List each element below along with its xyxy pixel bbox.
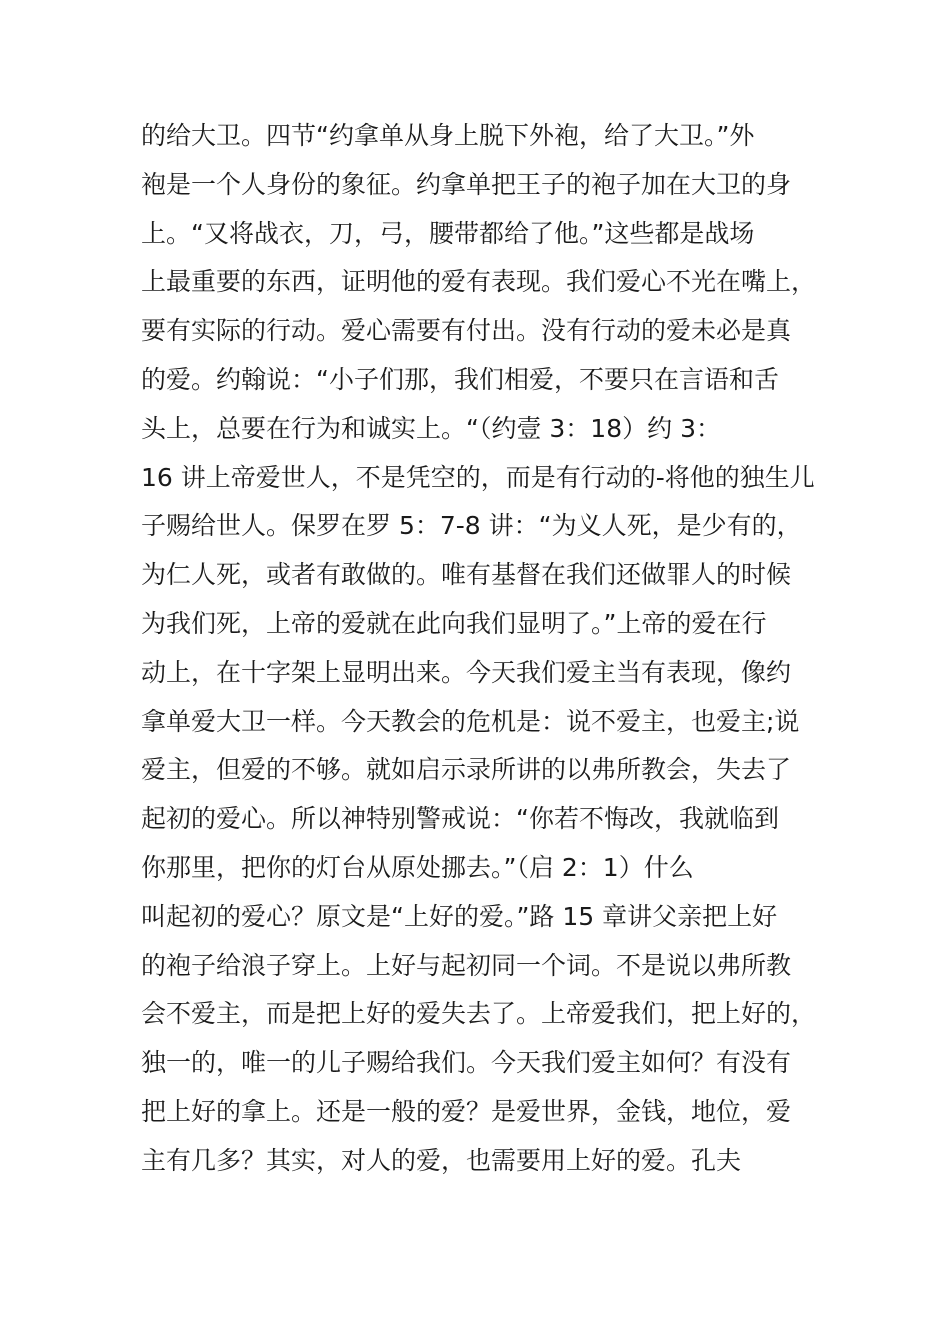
text-line: 头上，总要在行为和诚实上。“（约壹 3：18）约 3： — [141, 413, 721, 443]
text-line: 子赐给世人。保罗在罗 5：7-8 讲：“为义人死，是少有的， — [141, 511, 802, 541]
text-line: 为我们死，上帝的爱就在此向我们显明了。”上帝的爱在行 — [141, 608, 767, 638]
text-line: 16 讲上帝爱世人，不是凭空的，而是有行动的-将他的独生儿 — [141, 462, 815, 492]
text-line: 会不爱主，而是把上好的爱失去了。上帝爱我们，把上好的， — [141, 999, 817, 1029]
text-line: 独一的，唯一的儿子赐给我们。今天我们爱主如何？有没有 — [141, 1048, 792, 1078]
text-line: 主有几多？其实，对人的爱，也需要用上好的爱。孔夫 — [141, 1145, 742, 1175]
text-line: 的袍子给浪子穿上。上好与起初同一个词。不是说以弗所教 — [141, 950, 792, 980]
text-line: 要有实际的行动。爱心需要有付出。没有行动的爱未必是真 — [141, 316, 792, 346]
text-line: 起初的爱心。所以神特别警戒说：“你若不悔改，我就临到 — [141, 804, 779, 834]
text-line: 上。“又将战衣，刀，弓，腰带都给了他。”这些都是战场 — [141, 218, 755, 248]
body-text — [141, 112, 841, 1186]
text-line: 的爱。约翰说：“小子们那，我们相爱，不要只在言语和舌 — [141, 364, 779, 394]
text-line: 拿单爱大卫一样。今天教会的危机是：说不爱主，也爱主;说 — [141, 706, 800, 736]
text-line: 你那里，把你的灯台从原处挪去。”（启 2：1）什么 — [141, 852, 694, 882]
text-line: 动上，在十字架上显明出来。今天我们爱主当有表现，像约 — [141, 657, 792, 687]
text-line: 袍是一个人身份的象征。约拿单把王子的袍子加在大卫的身 — [141, 169, 792, 199]
text-line: 叫起初的爱心？原文是“上好的爱。”路 15 章讲父亲把上好 — [141, 901, 778, 931]
text-line: 爱主，但爱的不够。就如启示录所讲的以弗所教会，失去了 — [141, 755, 792, 785]
text-line: 为仁人死，或者有敢做的。唯有基督在我们还做罪人的时候 — [141, 560, 792, 590]
text-line: 把上好的拿上。还是一般的爱？是爱世界，金钱，地位，爱 — [141, 1096, 792, 1126]
text-line: 上最重要的东西，证明他的爱有表现。我们爱心不光在嘴上， — [141, 267, 817, 297]
text-line: 的给大卫。四节“约拿单从身上脱下外袍，给了大卫。”外 — [141, 121, 755, 150]
